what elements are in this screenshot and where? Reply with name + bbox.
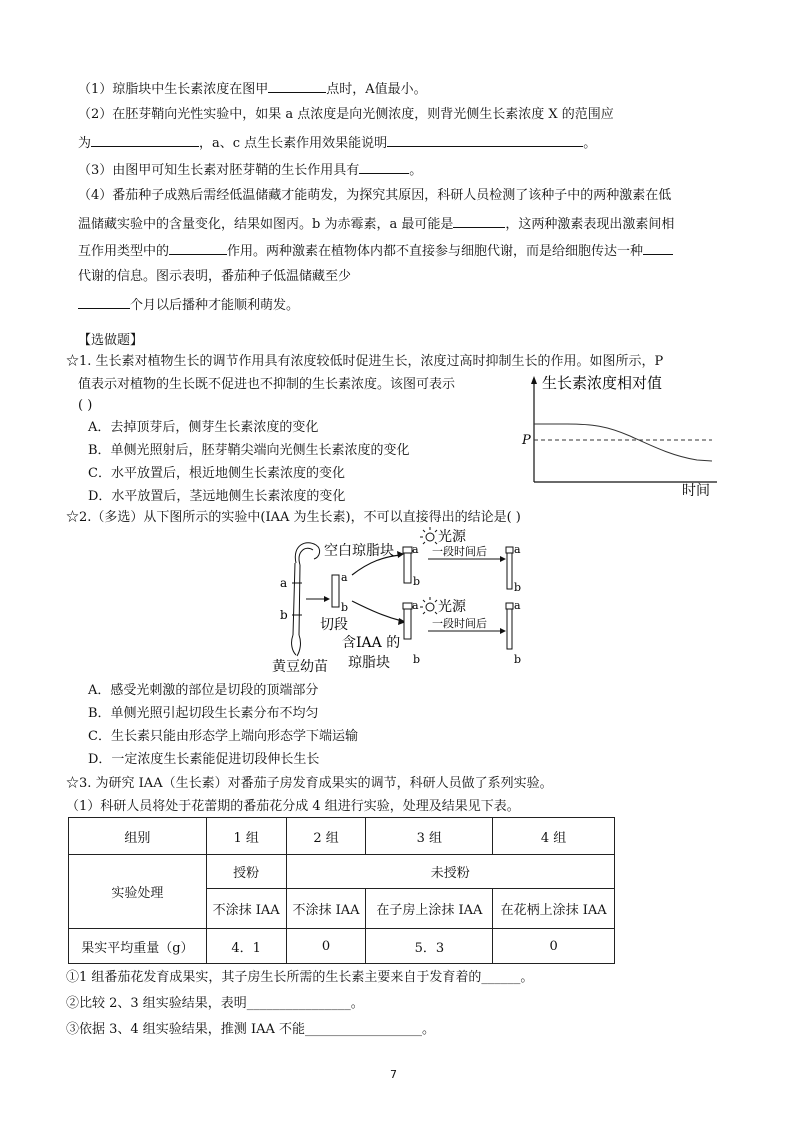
table-cell: 在子房上涂抹 IAA: [366, 889, 493, 929]
q3-sub2: ②比较 2、3 组实验结果，表明________________。: [66, 996, 364, 1011]
table-cell: 4．1: [206, 929, 286, 964]
blank-agar-label: 空白琼脂块: [324, 543, 394, 559]
q-part1-line3: 为 ，a、c 点生长素作用效果能说明 。: [78, 136, 597, 151]
q1-option-d: D．水平放置后，茎远地侧生长素浓度的变化: [88, 489, 346, 504]
q1-option-b: B．单侧光照射后，胚芽鞘尖端向光侧生长素浓度的变化: [88, 443, 410, 458]
q2-line1: ☆2.（多选）从下图所示的实验中(IAA 为生长素)，不可以直接得出的结论是( ): [66, 510, 521, 525]
top-result-a-label: a: [514, 543, 521, 556]
q-part1-line6: 温储藏实验中的含量变化，结果如图丙。b 为赤霉素，a 最可能是 ，这两种激素表现出激素间相: [78, 217, 675, 232]
q1-graph-xlabel: 时间: [682, 483, 710, 496]
after-label-1: 一段时间后: [432, 545, 487, 558]
table-cell: 5．3: [366, 929, 493, 964]
table-cell: 0: [493, 929, 615, 964]
q-part1-line5: （4）番茄种子成熟后需经低温储藏才能萌发，为探究其原因，科研人员检测了该种子中的两种激素在低: [78, 188, 672, 203]
q1-graph-ylabel: 生长素浓度相对值: [542, 374, 663, 392]
q2-option-d: D．一定浓度生长素能促进切段伸长生长: [88, 752, 320, 767]
light-source-label-2: 光源: [438, 599, 466, 615]
segment-b-label: b: [341, 601, 349, 614]
after-label-2: 一段时间后: [432, 617, 487, 630]
q-part1-line9: 个月以后播种才能顺利萌发。: [78, 296, 299, 314]
q-part1-line4: （3）由图甲可知生长素对胚芽鞘的生长作用具有 。: [78, 163, 423, 178]
q-part1-line7: 互作用类型中的 作用。两种激素在植物体内都不直接参与细胞代谢，而是给细胞传达一种: [78, 242, 673, 260]
table-cell: 不涂抹 IAA: [286, 889, 366, 929]
segment-label: 切段: [320, 617, 348, 633]
iaa-agar-label-2: 琼脂块: [348, 655, 390, 671]
table-row: [69, 855, 615, 889]
q1-line3: ( ): [78, 398, 93, 413]
q2-option-b: B．单侧光照引起切段生长素分布不均匀: [88, 706, 319, 721]
bottom-result-b-label: b: [514, 653, 522, 666]
seedling-b-label: b: [280, 608, 288, 622]
q1-graph-curve: [534, 424, 712, 461]
light-source-label-1: 光源: [438, 529, 466, 545]
table-cell: 0: [286, 929, 366, 964]
q2-figure: [262, 525, 532, 675]
q-part1-line8: 代谢的信息。图示表明，番茄种子低温储藏至少: [78, 269, 352, 284]
table-row: [69, 818, 615, 855]
q3-line2: （1）科研人员将处于花蕾期的番茄花分成 4 组进行实验，处理及结果见下表。: [66, 799, 520, 814]
table-cell: 2 组: [286, 818, 366, 855]
top-b-label: b: [413, 575, 421, 588]
section-title: 【选做题】: [78, 333, 144, 348]
bottom-b-label: b: [413, 653, 421, 666]
q-part1-line2: （2）在胚芽鞘向光性实验中，如果 a 点浓度是向光侧浓度，则背光侧生长素浓度 X 的范围应: [78, 107, 614, 122]
table-cell: 在花柄上涂抹 IAA: [493, 889, 615, 929]
table-header-treatment: 实验处理: [69, 855, 207, 929]
table-cell: 授粉: [206, 855, 286, 889]
iaa-agar-label-1: 含IAA 的: [342, 635, 401, 651]
seedling-label: 黄豆幼苗: [272, 659, 328, 675]
q1-line2: 值表示对植物的生长既不促进也不抑制的生长素浓度。该图可表示: [78, 377, 456, 392]
top-result-b-label: b: [514, 581, 522, 594]
q-part1-line1: （1）琼脂块中生长素浓度在图甲 点时，A值最小。: [78, 82, 427, 97]
segment-a-label: a: [341, 571, 348, 584]
table-header-group: 组别: [69, 818, 207, 855]
q1-graph-p-label: P: [522, 433, 531, 448]
q1-line1: ☆1. 生长素对植物生长的调节作用具有浓度较低时促进生长，浓度过高时抑制生长的作用。如图所示，P: [66, 354, 664, 369]
table-cell: 不涂抹 IAA: [206, 889, 286, 929]
bottom-a-label: a: [412, 599, 419, 612]
q1-option-a: A．去掉顶芽后，侧芽生长素浓度的变化: [88, 420, 319, 435]
q3-line1: ☆3. 为研究 IAA（生长素）对番茄子房发育成果实的调节，科研人员做了系列实验。: [66, 776, 553, 791]
top-a-label: a: [412, 543, 419, 556]
q1-option-c: C．水平放置后，根近地侧生长素浓度的变化: [88, 466, 345, 481]
seedling-a-label: a: [280, 576, 288, 590]
q2-option-c: C．生长素只能由形态学上端向形态学下端运输: [88, 729, 358, 744]
table-cell: 1 组: [206, 818, 286, 855]
q2-option-a: A．感受光刺激的部位是切段的顶端部分: [88, 683, 319, 698]
q3-sub1: ①1 组番茄花发育成果实，其子房生长所需的生长素主要来自于发育着的______。: [66, 970, 534, 985]
table-header-weight: 果实平均重量（g）: [69, 929, 207, 964]
page-number: 7: [390, 1068, 397, 1081]
table-cell: 3 组: [366, 818, 493, 855]
table-row: [69, 929, 615, 964]
q1-graph: [512, 372, 732, 496]
table-cell: 4 组: [493, 818, 615, 855]
table-cell: 未授粉: [286, 855, 614, 889]
q3-sub3: ③依据 3、4 组实验结果，推测 IAA 不能__________________。: [66, 1022, 435, 1037]
bottom-result-a-label: a: [514, 599, 521, 612]
results-table: [68, 817, 615, 964]
